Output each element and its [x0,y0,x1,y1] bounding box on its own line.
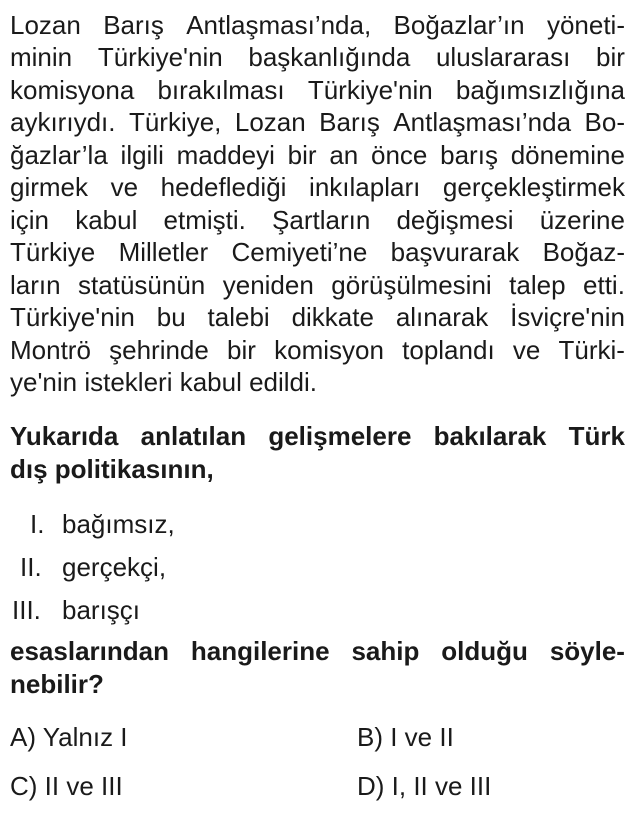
word: Lozan [10,10,81,40]
word: Cemiyeti’ne [231,237,368,267]
word: gelişmelere [268,421,412,451]
word: yeniden [222,270,314,300]
word: nebilir? [10,669,104,699]
word: sahip [351,636,420,666]
word: söyle- [549,636,625,666]
word: kabul [75,205,138,235]
word: Antlaşması’nda [393,107,572,137]
word: ilgili [120,140,164,170]
word: etmişti. [163,205,246,235]
passage-line-10 [10,302,625,332]
word: etti. [583,270,625,300]
word: dönemine [510,140,625,170]
option-d[interactable]: D) I, II ve III [357,771,492,801]
word: ğazlar’la [10,140,108,170]
word: bağımsızlığına [455,75,625,105]
passage-line-4 [10,107,625,137]
word: İsviçre'nin [510,302,625,332]
word: komisyon [274,335,384,365]
word: hangilerine [190,636,330,666]
question-end-line-2 [10,669,625,699]
word: ve [512,335,541,365]
word: bir [227,335,256,365]
word: önce [371,140,428,170]
word: ve [110,172,139,202]
word: Türkiye'nin [97,42,223,72]
word: alınarak [395,302,489,332]
word: aykırıydı. [10,107,116,137]
word: uluslararası [435,42,571,72]
word: an [329,140,359,170]
word: esaslarından [10,636,169,666]
passage-line-6 [10,172,625,202]
word: yöneti- [546,10,625,40]
word: Türkiye'nin [10,302,135,332]
word: Yukarıda [10,421,119,451]
word: Bo- [584,107,625,137]
passage-line-5 [10,140,625,170]
word: Lozan [234,107,306,137]
question-end-line-1 [10,636,625,666]
word: görüşülmesini [331,270,492,300]
word: toplandı [402,335,495,365]
word: başkanlığında [248,42,411,72]
passage-line-7 [10,205,625,235]
statement-numeral: I. [30,509,45,539]
word: bir [596,42,625,72]
word: değişmesi [396,205,514,235]
word: Türkiye [10,237,96,267]
word: olduğu [441,636,528,666]
question-line-1 [10,421,625,451]
statement-numeral: III. [12,595,41,625]
passage-line-3 [10,75,625,105]
passage-line-2 [10,42,625,72]
word: Şartların [272,205,371,235]
word: dış politikasının, [10,454,214,484]
word: talebi [207,302,270,332]
word: Türkiye'nin [307,75,433,105]
passage-line-1 [10,10,625,40]
word: girmek [10,172,89,202]
word: ye'nin istekleri kabul edildi. [10,367,318,397]
passage-line-9 [10,270,625,300]
passage-line-12 [10,367,625,397]
passage-line-8 [10,237,625,267]
statement-numeral: II. [20,552,42,582]
word: hedeflediği [160,172,287,202]
statement-text: barışçı [62,595,141,625]
option-a[interactable]: A) Yalnız I [10,722,128,752]
word: inkılapları [309,172,421,202]
word: başvurarak [390,237,520,267]
word: bakılarak [433,421,547,451]
word: dikkate [291,302,374,332]
word: gerçekleştirmek [442,172,625,202]
word: statüsünün [78,270,206,300]
word: Türk [568,421,625,451]
word: Boğaz- [542,237,625,267]
word: anlatılan [140,421,247,451]
question-line-2 [10,454,625,484]
word: Barış [103,10,164,40]
word: minin [10,42,73,72]
word: talep [509,270,566,300]
word: Milletler [118,237,209,267]
word: Antlaşması’nda, [186,10,372,40]
word: Montrö [10,335,91,365]
word: maddeyi [176,140,275,170]
option-c[interactable]: C) II ve III [10,771,123,801]
word: Boğazlar’ın [393,10,525,40]
word: ların [10,270,61,300]
word: barış [440,140,498,170]
statement-text: gerçekçi, [62,552,167,582]
word: şehrinde [109,335,209,365]
word: bırakılması [157,75,285,105]
word: komisyona [10,75,135,105]
word: Türki- [558,335,625,365]
option-b[interactable]: B) I ve II [357,722,454,752]
word: Türkiye, [128,107,222,137]
word: üzerine [539,205,625,235]
word: bir [287,140,317,170]
word: bu [156,302,186,332]
passage-line-11 [10,335,625,365]
statement-text: bağımsız, [62,509,175,539]
word: için [10,205,50,235]
word: Barış [319,107,380,137]
